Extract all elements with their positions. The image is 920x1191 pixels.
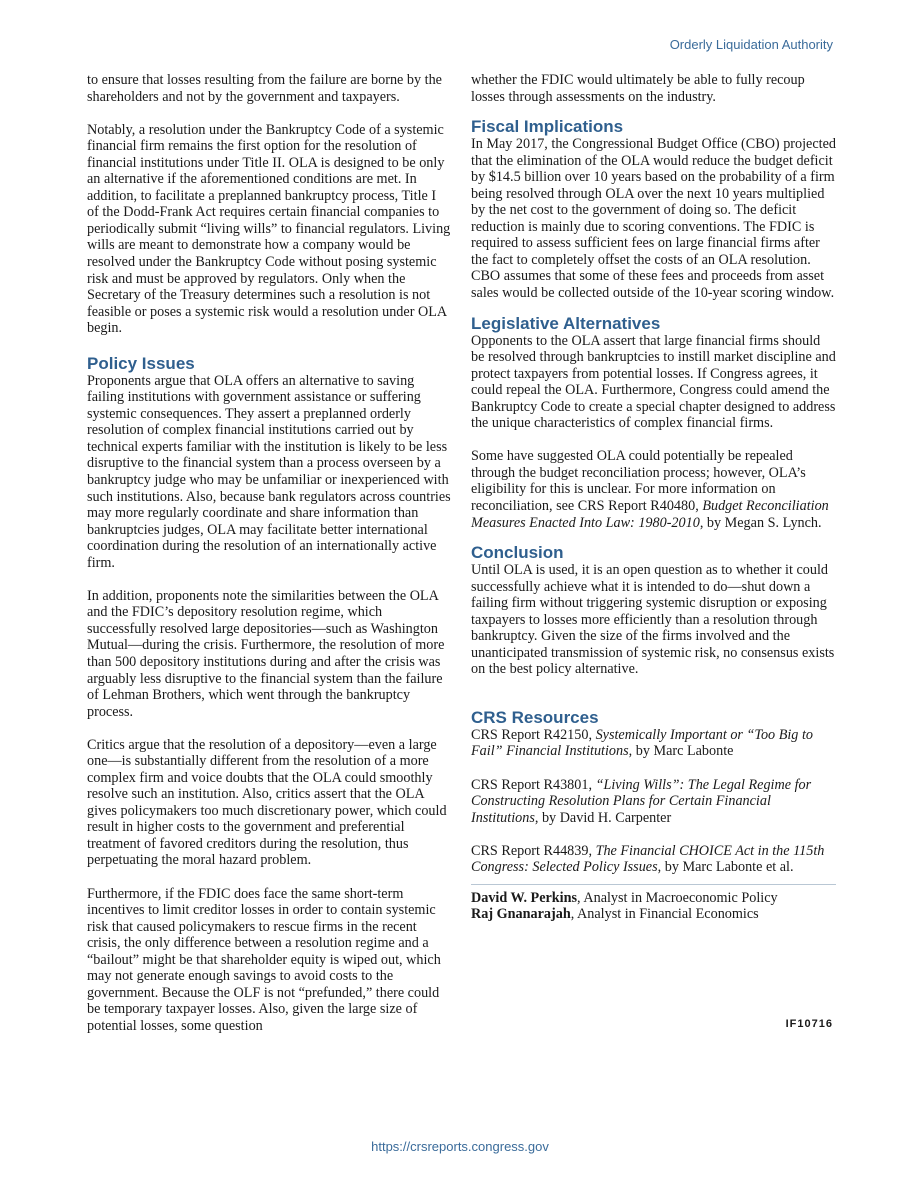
footer-url-link[interactable]: https://crsreports.congress.gov xyxy=(371,1139,549,1154)
section-heading-crs-resources: CRS Resources xyxy=(471,707,599,727)
paragraph: Critics argue that the resolution of a depository—even a large one—is substantially different from the resolution of a more complex firm and voice doubts that the OLA could smoothly resolve such an institution. Also, critics assert that the OLA gives policymakers too much discretionary power, which could result in higher costs to the government and preferential treatment of favored creditors during the resolution, thus perpetuating the moral hazard problem. xyxy=(87,736,447,869)
resource-title-link[interactable]: “Living Wills”: The Legal Regime for Constructing Resolution Plans for Certain Financial Institutions xyxy=(471,776,812,826)
report-title-link[interactable]: Budget Reconciliation Measures Enacted Into Law: 1980-2010 xyxy=(471,497,829,531)
section-heading-conclusion: Conclusion xyxy=(471,543,564,563)
resource-author: , by David H. Carpenter xyxy=(534,809,672,826)
paragraph: In addition, proponents note the similarities between the OLA and the FDIC’s depository resolution regime, which successfully resolved large depositories—such as Washington Mutual—during the crisis. Furthermore, the resolution of more than 500 depository institutions during and after the crisis was arguably less disruptive to the financial system than the failure of Lehman Brothers, which went through the bankruptcy process. xyxy=(87,587,445,720)
left-column xyxy=(87,72,451,1034)
author-name: David W. Perkins xyxy=(471,889,578,906)
paragraph: Opponents to the OLA assert that large financial firms should be resolved through bankruptcies to instill market discipline and protect taxpayers from potential losses. If Congress agrees, it could repeal the OLA. Furthermore, Congress could amend the Bankruptcy Code to create a special chapter designed to address the unique characteristics of complex financial firms. xyxy=(471,332,836,432)
paragraph-text: , by Megan S. Lynch. xyxy=(699,514,822,531)
author-role: , Analyst in Macroeconomic Policy xyxy=(577,889,778,906)
paragraph: In May 2017, the Congressional Budget Office (CBO) projected that the elimination of the OLA would reduce the budget deficit by $14.5 billion over 10 years based on the probability of a firm being resolved through OLA over the next 10 years multiplied by the net cost to the government of doing so. The deficit reduction is mainly due to scoring conventions. The FDIC is required to assess sufficient fees on large financial firms after the fact to completely offset the costs of an OLA resolution. CBO assumes that some of these fees and proceeds from asset sales would be collected outside of the 10-year scoring window. xyxy=(471,136,836,302)
resource-prefix: CRS Report R43801, xyxy=(471,776,596,793)
document-number: IF10716 xyxy=(785,1018,833,1030)
resource-author: , by Marc Labonte xyxy=(628,743,734,760)
paragraph: whether the FDIC would ultimately be able to fully recoup losses through assessments on the industry. xyxy=(471,72,805,105)
resource-item xyxy=(471,727,836,760)
section-heading-legislative-alternatives: Legislative Alternatives xyxy=(471,313,661,333)
section-heading-fiscal-implications: Fiscal Implications xyxy=(471,117,624,137)
resource-title-link[interactable]: The Financial CHOICE Act in the 115th Congress: Selected Policy Issues xyxy=(471,842,825,876)
right-column xyxy=(471,72,836,923)
author-role: , Analyst in Financial Economics xyxy=(570,906,759,923)
paragraph-text: Some have suggested OLA could potentially be repealed through the budget reconciliation process; however, OLA’s eligibility for this is unclear. For more information on reconciliation, see CRS Report R40480, xyxy=(471,448,806,514)
author-line xyxy=(471,890,836,907)
paragraph: Notably, a resolution under the Bankruptcy Code of a systemic financial firm remains the first option for the resolution of financial institutions under Title II. OLA is designed to be only an alternative if the aforementioned conditions are met. In addition, to facilitate a preplanned bankruptcy process, Title I of the Dodd-Frank Act requires certain financial companies to periodically submit “living wills” to financial regulators. Living wills are meant to demonstrate how a company would be resolved under the Bankruptcy Code without posing systemic risk and must be approved by regulators. Only when the Secretary of the Treasury determines such a resolution is not feasible or poses a systemic risk would a resolution under OLA begin. xyxy=(87,121,451,337)
resource-title-link[interactable]: Systemically Important or “Too Big to Fail” Financial Institutions xyxy=(471,726,813,760)
resource-author: , by Marc Labonte et al. xyxy=(657,859,794,876)
paragraph: Proponents argue that OLA offers an alternative to saving failing institutions with government assistance or suffering systemic consequences. They assert a preplanned orderly resolution of complex financial institutions carried out by technical experts familiar with the institution is likely to be less disruptive to the financial system than a process overseen by a bankruptcy judge who may be unfamiliar or inexperienced with such institutions. Also, because bank regulators across countries may more regularly coordinate and share information than bankruptcies judges, OLA may facilitate better international coordination during the resolution of an internationally active firm. xyxy=(87,372,451,571)
running-header-title: Orderly Liquidation Authority xyxy=(669,37,833,52)
divider xyxy=(471,884,836,885)
paragraph: to ensure that losses resulting from the failure are borne by the shareholders and not by the government and taxpayers. xyxy=(87,72,442,105)
author-line xyxy=(471,906,836,923)
paragraph: Until OLA is used, it is an open question as to whether it could successfully achieve what it is intended to do—shut down a failing firm without triggering systemic disruption or exposing taxpayers to losses more efficiently than a resolution through bankruptcy. Given the size of the firms involved and the unanticipated transmission of systemic risk, no consensus exists on the best policy alternative. xyxy=(471,562,835,678)
resource-prefix: CRS Report R44839, xyxy=(471,842,596,859)
author-name: Raj Gnanarajah xyxy=(471,906,571,923)
paragraph: Furthermore, if the FDIC does face the same short-term incentives to limit creditor losses in order to contain systemic risk that caused policymakers to rescue firms in the recent crisis, the only difference between a resolution regime and a “bailout” might be that shareholder equity is wiped out, which may not generate enough savings to avoid costs to the government. Because the OLF is not “prefunded,” there could be temporary taxpayer losses. Also, given the large size of potential losses, some question xyxy=(87,885,441,1034)
resource-item xyxy=(471,777,836,827)
resource-prefix: CRS Report R42150, xyxy=(471,726,596,743)
paragraph xyxy=(471,448,836,531)
resource-item xyxy=(471,843,836,876)
section-heading-policy-issues: Policy Issues xyxy=(87,353,195,373)
author-byline xyxy=(471,890,836,923)
